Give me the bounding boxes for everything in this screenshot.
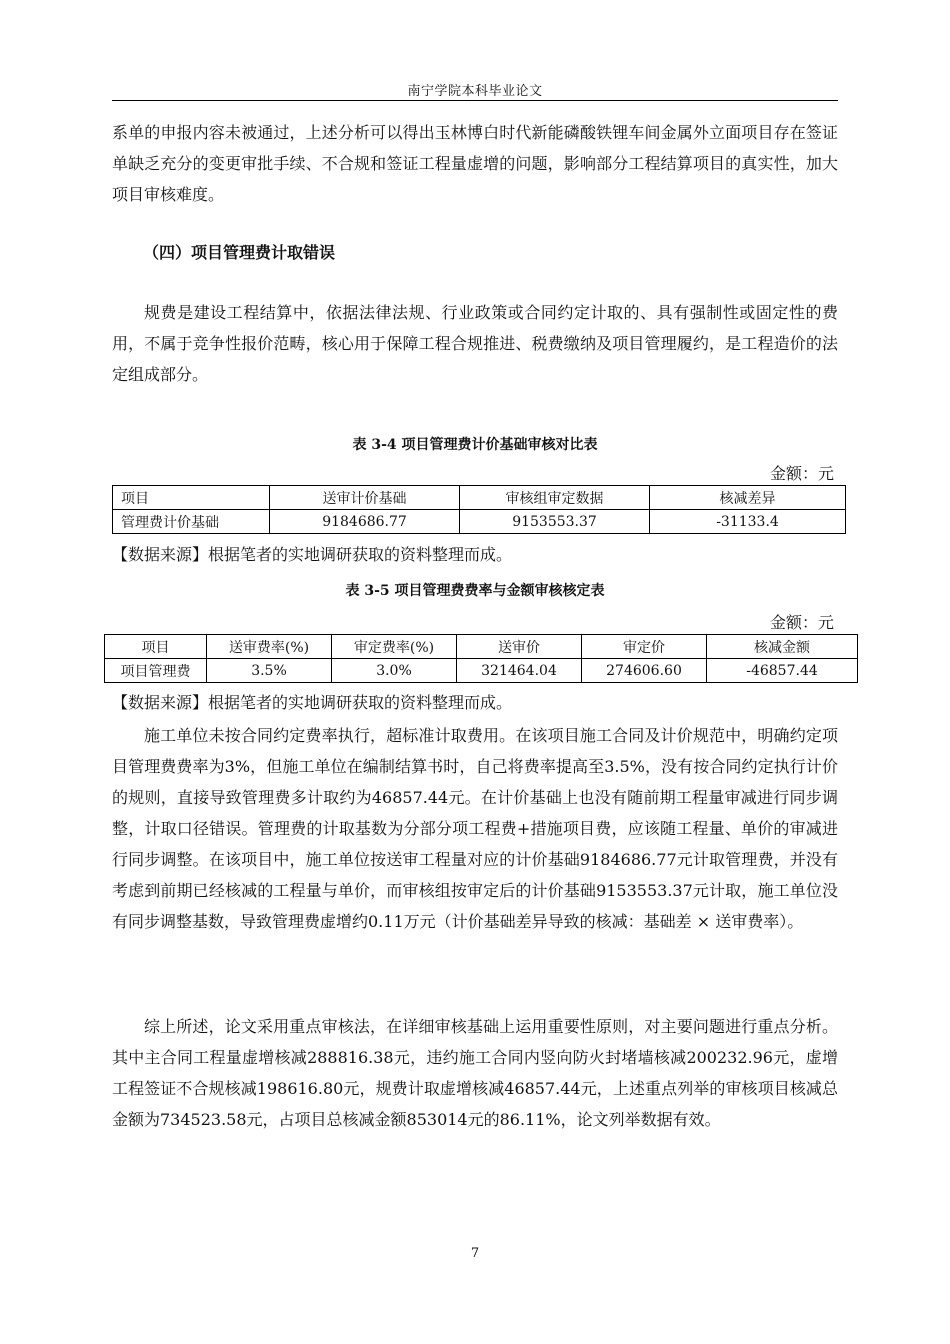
page-number: 7 [470, 1246, 480, 1261]
header-rule [112, 100, 838, 101]
table-header-cell: 送审价 [457, 635, 582, 659]
paragraph-1: 系单的申报内容未被通过，上述分析可以得出玉林博白时代新能磷酸铁锂车间金属外立面项目存在签证单缺乏充分的变更审批手续、不合规和签证工程量虚增的问题，影响部分工程结算项目的真实性，加大项目审核难度。 [112, 123, 838, 204]
table-3-4-caption: 表 3-4 项目管理费计价基础审核对比表 [352, 437, 598, 453]
table-cell: 274606.60 [582, 659, 707, 683]
table-3-5-source: 【数据来源】根据笔者的实地调研获取的资料整理而成。 [112, 693, 513, 712]
table-row [105, 659, 858, 683]
paragraph-2: 规费是建设工程结算中，依据法律法规、行业政策或合同约定计取的、具有强制性或固定性的费用，不属于竞争性报价范畴，核心用于保障工程合规推进、税费缴纳及项目管理履约，是工程造价的法定组成部分。 [112, 303, 838, 384]
table-cell: 3.5% [207, 659, 332, 683]
table-header-cell: 核减差异 [650, 486, 846, 510]
table-3-5-unit: 金额：元 [769, 613, 834, 632]
table-cell: -31133.4 [650, 510, 846, 534]
table-cell: 9153553.37 [460, 510, 650, 534]
table-cell: 项目管理费 [105, 659, 207, 683]
table-header-row [105, 635, 858, 659]
page-header: 南宁学院本科毕业论文 [407, 84, 543, 99]
table-header-cell: 送审计价基础 [270, 486, 460, 510]
table-3-4 [112, 485, 846, 534]
table-3-5 [104, 634, 858, 683]
table-row [113, 510, 846, 534]
table-header-cell: 核减金额 [707, 635, 858, 659]
paragraph-4: 综上所述，论文采用重点审核法，在详细审核基础上运用重要性原则，对主要问题进行重点分析。其中主合同工程量虚增核减288816.38元，违约施工合同内竖向防火封堵墙核减200232.96元，虚增工程签证不合规核减198616.80元，规费计取虚增核减46857.44元，上述重点列举的审核项目核减总金额为734523.58元，占项目总核减金额853014元的86.11%，论文列举数据有效。 [112, 1017, 838, 1129]
table-header-cell: 审核组审定数据 [460, 486, 650, 510]
table-header-cell: 审定价 [582, 635, 707, 659]
section-heading-4: （四）项目管理费计取错误 [143, 243, 336, 262]
table-cell: -46857.44 [707, 659, 858, 683]
table-cell: 321464.04 [457, 659, 582, 683]
table-header-cell: 项目 [113, 486, 270, 510]
paragraph-3: 施工单位未按合同约定费率执行，超标准计取费用。在该项目施工合同及计价规范中，明确约定项目管理费费率为3%，但施工单位在编制结算书时，自己将费率提高至3.5%，没有按合同约定执行计价的规则，直接导致管理费多计取约为46857.44元。在计价基础上也没有随前期工程量审减进行同步调整，计取口径错误。管理费的计取基数为分部分项工程费+措施项目费，应该随工程量、单价的审减进行同步调整。在该项目中，施工单位按送审工程量对应的计价基础9184686.77元计取管理费，并没有考虑到前期已经核减的工程量与单价，而审核组按审定后的计价基础9153553.37元计取，施工单位没有同步调整基数，导致管理费虚增约0.11万元（计价基础差异导致的核减：基础差 × 送审费率）。 [112, 726, 838, 931]
table-3-4-unit: 金额：元 [769, 464, 834, 483]
table-3-5-caption: 表 3-5 项目管理费费率与金额审核核定表 [345, 583, 605, 599]
table-cell: 管理费计价基础 [113, 510, 270, 534]
table-header-cell: 送审费率(%) [207, 635, 332, 659]
table-header-cell: 审定费率(%) [332, 635, 457, 659]
table-header-cell: 项目 [105, 635, 207, 659]
table-header-row [113, 486, 846, 510]
table-3-4-source: 【数据来源】根据笔者的实地调研获取的资料整理而成。 [112, 545, 513, 564]
table-cell: 3.0% [332, 659, 457, 683]
table-cell: 9184686.77 [270, 510, 460, 534]
